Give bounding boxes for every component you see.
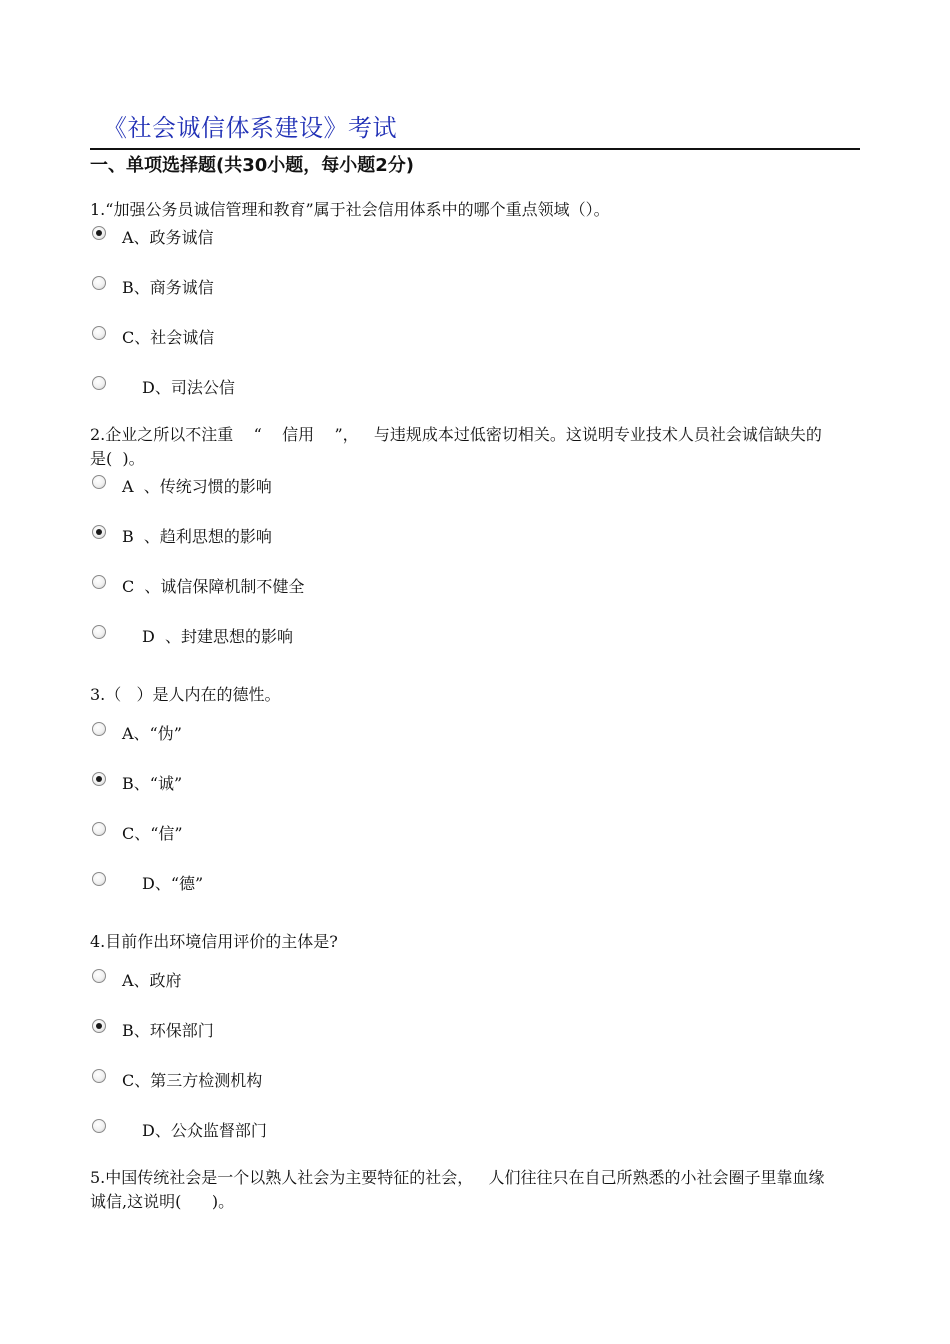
q2-option-d-radio[interactable]: [92, 625, 106, 639]
q4-option-d-radio[interactable]: [92, 1119, 106, 1133]
q2-option-c-label: C 、诚信保障机制不健全: [122, 577, 305, 596]
q1-option-d-label: D、司法公信: [142, 378, 235, 397]
q3-option-b-radio[interactable]: [92, 772, 106, 786]
q3-option-a-radio[interactable]: [92, 722, 106, 736]
q4-option-c-label: C、第三方检测机构: [122, 1071, 263, 1090]
q4-option-b-radio[interactable]: [92, 1019, 106, 1033]
question-2-text-line-1: 2.企业之所以不注重 “ 信用 ”， 与违规成本过低密切相关。这说明专业技术人员社会诚信缺失的: [90, 425, 822, 444]
q2-option-b-radio[interactable]: [92, 525, 106, 539]
q4-option-a-radio[interactable]: [92, 969, 106, 983]
q1-option-a-label: A、政务诚信: [122, 228, 214, 247]
q1-option-b-radio[interactable]: [92, 276, 106, 290]
q3-option-c-radio[interactable]: [92, 822, 106, 836]
page-title: 《社会诚信体系建设》考试: [103, 114, 397, 142]
q2-option-b-label: B 、趋利思想的影响: [122, 527, 272, 546]
q1-option-d-radio[interactable]: [92, 376, 106, 390]
q1-option-b-label: B、商务诚信: [122, 278, 214, 297]
q2-option-a-radio[interactable]: [92, 475, 106, 489]
q4-option-a-label: A、政府: [122, 971, 182, 990]
q4-option-b-label: B、环保部门: [122, 1021, 214, 1040]
q1-option-c-radio[interactable]: [92, 326, 106, 340]
q2-option-a-label: A 、传统习惯的影响: [122, 477, 272, 496]
q2-option-d-label: D 、封建思想的影响: [142, 627, 294, 646]
q2-option-c-radio[interactable]: [92, 575, 106, 589]
q1-option-c-label: C、社会诚信: [122, 328, 215, 347]
q4-option-c-radio[interactable]: [92, 1069, 106, 1083]
title-divider: [90, 148, 860, 150]
q3-option-d-radio[interactable]: [92, 872, 106, 886]
question-1-text: 1.“加强公务员诚信管理和教育”属于社会信用体系中的哪个重点领域（）。: [90, 200, 610, 219]
q4-option-d-label: D、公众监督部门: [142, 1121, 267, 1140]
question-5-text-line-1: 5.中国传统社会是一个以熟人社会为主要特征的社会， 人们往往只在自己所熟悉的小社会圈子里靠血缘: [90, 1168, 825, 1187]
q3-option-a-label: A、“伪”: [122, 724, 182, 743]
question-5-text-line-2: 诚信,这说明( )。: [90, 1192, 235, 1211]
q3-option-d-label: D、“德”: [142, 874, 204, 893]
q3-option-c-label: C、“信”: [122, 824, 183, 843]
question-3-text: 3.（ ）是人内在的德性。: [90, 685, 281, 704]
question-4-text: 4.目前作出环境信用评价的主体是?: [90, 932, 338, 951]
q1-option-a-radio[interactable]: [92, 226, 106, 240]
q3-option-b-label: B、“诚”: [122, 774, 183, 793]
section-heading: 一、单项选择题(共30小题，每小题2分): [90, 155, 415, 176]
question-2-text-line-2: 是( )。: [90, 449, 145, 468]
